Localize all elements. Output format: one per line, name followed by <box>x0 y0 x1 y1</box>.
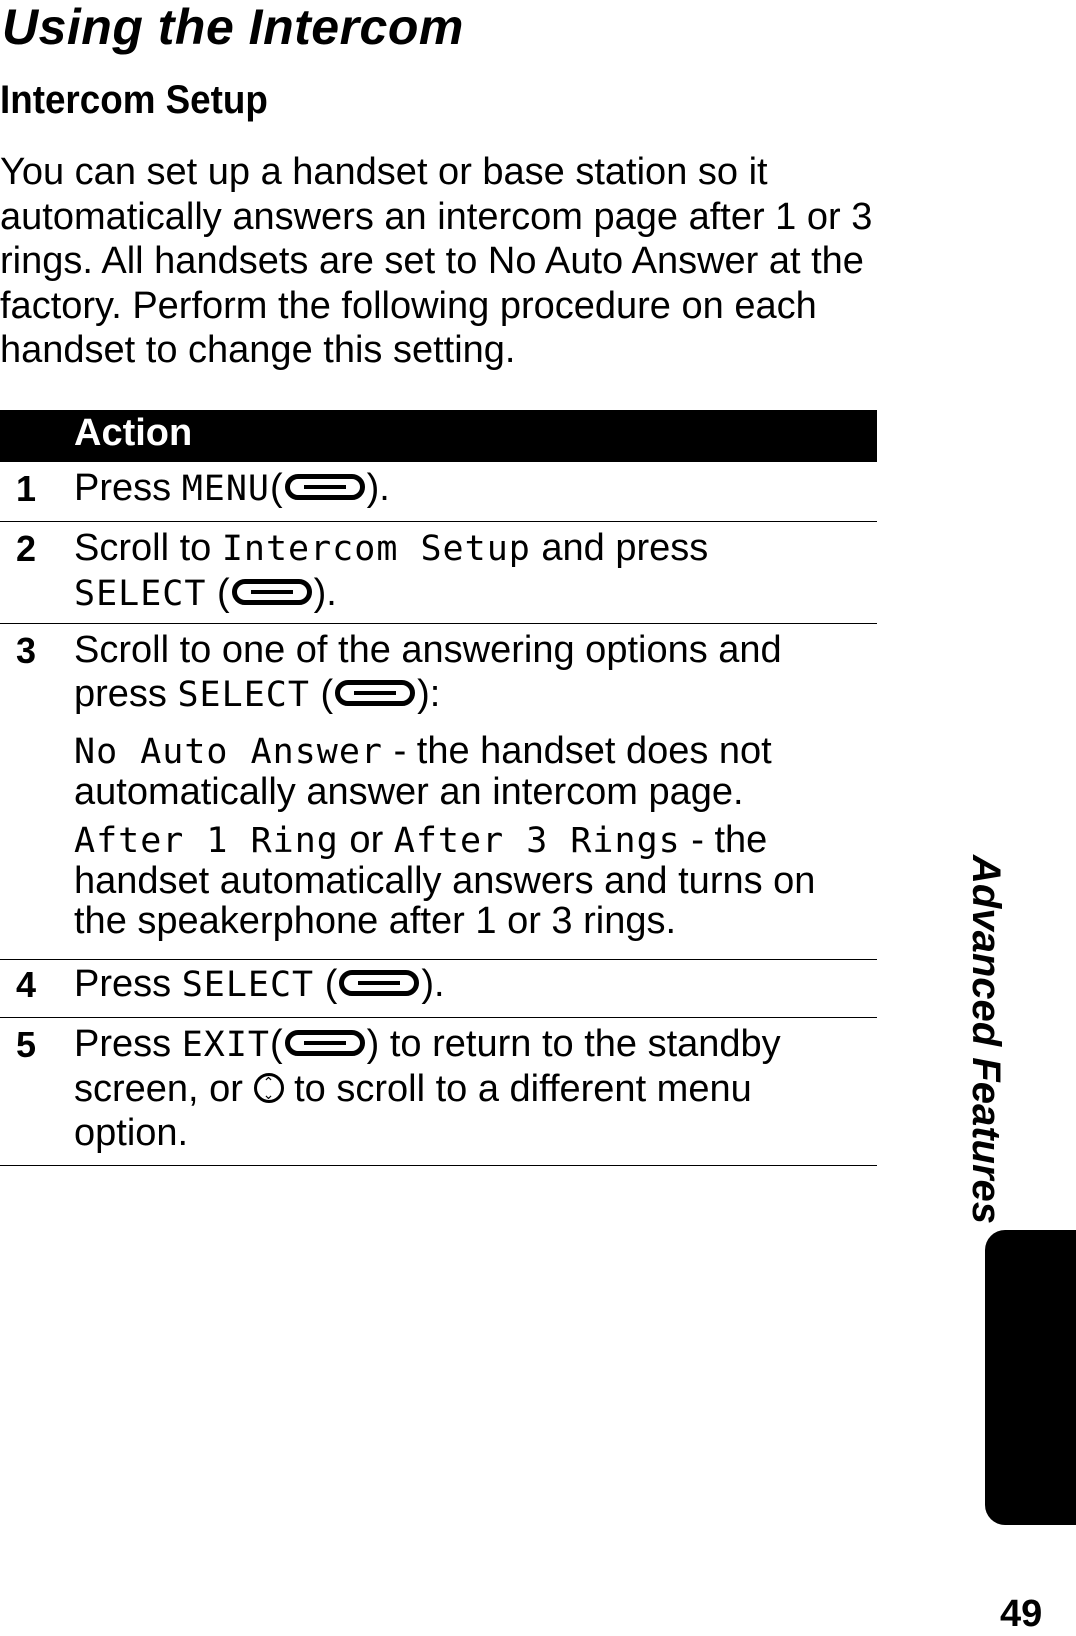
step-row-2 <box>0 522 877 624</box>
text: ). <box>313 572 337 614</box>
section-tab-marker <box>985 1230 1076 1525</box>
text: Press <box>74 1023 182 1065</box>
lcd-text-select: SELECT <box>177 675 310 715</box>
page-title: Using the Intercom <box>2 0 464 55</box>
text: ( <box>270 467 283 509</box>
soft-key-icon <box>339 970 419 996</box>
text: Press <box>74 467 182 509</box>
text: to scroll to a different menu option. <box>74 1068 752 1154</box>
text: ): <box>417 673 441 715</box>
soft-key-icon <box>335 680 415 706</box>
step-number: 5 <box>16 1024 37 1065</box>
lcd-text-exit: EXIT <box>181 1025 270 1065</box>
page-number: 49 <box>1000 1593 1043 1635</box>
lcd-text-select: SELECT <box>181 965 315 1005</box>
soft-key-icon <box>232 579 312 605</box>
step-number: 4 <box>16 964 37 1005</box>
step-text <box>74 1022 834 1155</box>
option-no-auto-answer <box>74 731 854 812</box>
section-title: Intercom Setup <box>0 78 268 122</box>
step-number: 1 <box>16 468 37 509</box>
navigation-key-icon: ⌃ ⌄ <box>254 1073 284 1103</box>
lcd-text-menu: MENU <box>181 469 270 509</box>
text: ). <box>366 467 390 509</box>
text: ( <box>309 673 334 715</box>
soft-key-icon <box>285 1030 365 1056</box>
step-row-5 <box>0 1018 877 1166</box>
table-header-label: Action <box>74 412 193 454</box>
option-after-rings <box>74 820 854 941</box>
lcd-text-select: SELECT <box>74 574 207 614</box>
steps-table <box>0 410 877 1166</box>
text: ). <box>421 963 445 1005</box>
lcd-text-intercom-setup: Intercom Setup <box>221 529 531 569</box>
text: Scroll to <box>74 527 222 569</box>
text: or <box>338 819 394 861</box>
table-header <box>0 410 877 462</box>
step-row-4 <box>0 960 877 1018</box>
lcd-text-after-1-ring: After 1 Ring <box>74 821 339 861</box>
lcd-text-after-3-rings: After 3 Rings <box>393 821 681 861</box>
step-text <box>74 466 877 511</box>
step-text <box>74 628 877 941</box>
step-number: 2 <box>16 528 37 569</box>
step-row-1 <box>0 462 877 522</box>
step-text <box>74 962 877 1007</box>
text: ( <box>206 572 230 614</box>
text: and press <box>530 527 709 569</box>
text: - the handset automatically answers and turns on the speakerphone after 1 or 3 rings. <box>74 819 816 942</box>
soft-key-icon <box>285 474 365 500</box>
step-instruction <box>74 628 844 717</box>
text: - the handset does not automatically answer an intercom page. <box>74 730 772 813</box>
lcd-text-no-auto-answer: No Auto Answer <box>74 732 384 772</box>
step-number: 3 <box>16 630 37 671</box>
text: ( <box>314 963 338 1005</box>
intro-paragraph: You can set up a handset or base station so it automatically answers an intercom page after 1 or 3 rings. All handsets are set to No Auto Answer at the factory. Perform the following procedure on each handset to change this setting. <box>0 151 873 371</box>
step-row-3 <box>0 624 877 960</box>
text: Press <box>74 963 182 1005</box>
text: ) to return to the standby screen, or <box>74 1023 781 1110</box>
text: ( <box>270 1023 283 1065</box>
step-text <box>74 526 877 616</box>
side-section-label: Advanced Features <box>964 855 1008 1225</box>
text: Scroll to one of the answering options and press <box>74 629 782 715</box>
